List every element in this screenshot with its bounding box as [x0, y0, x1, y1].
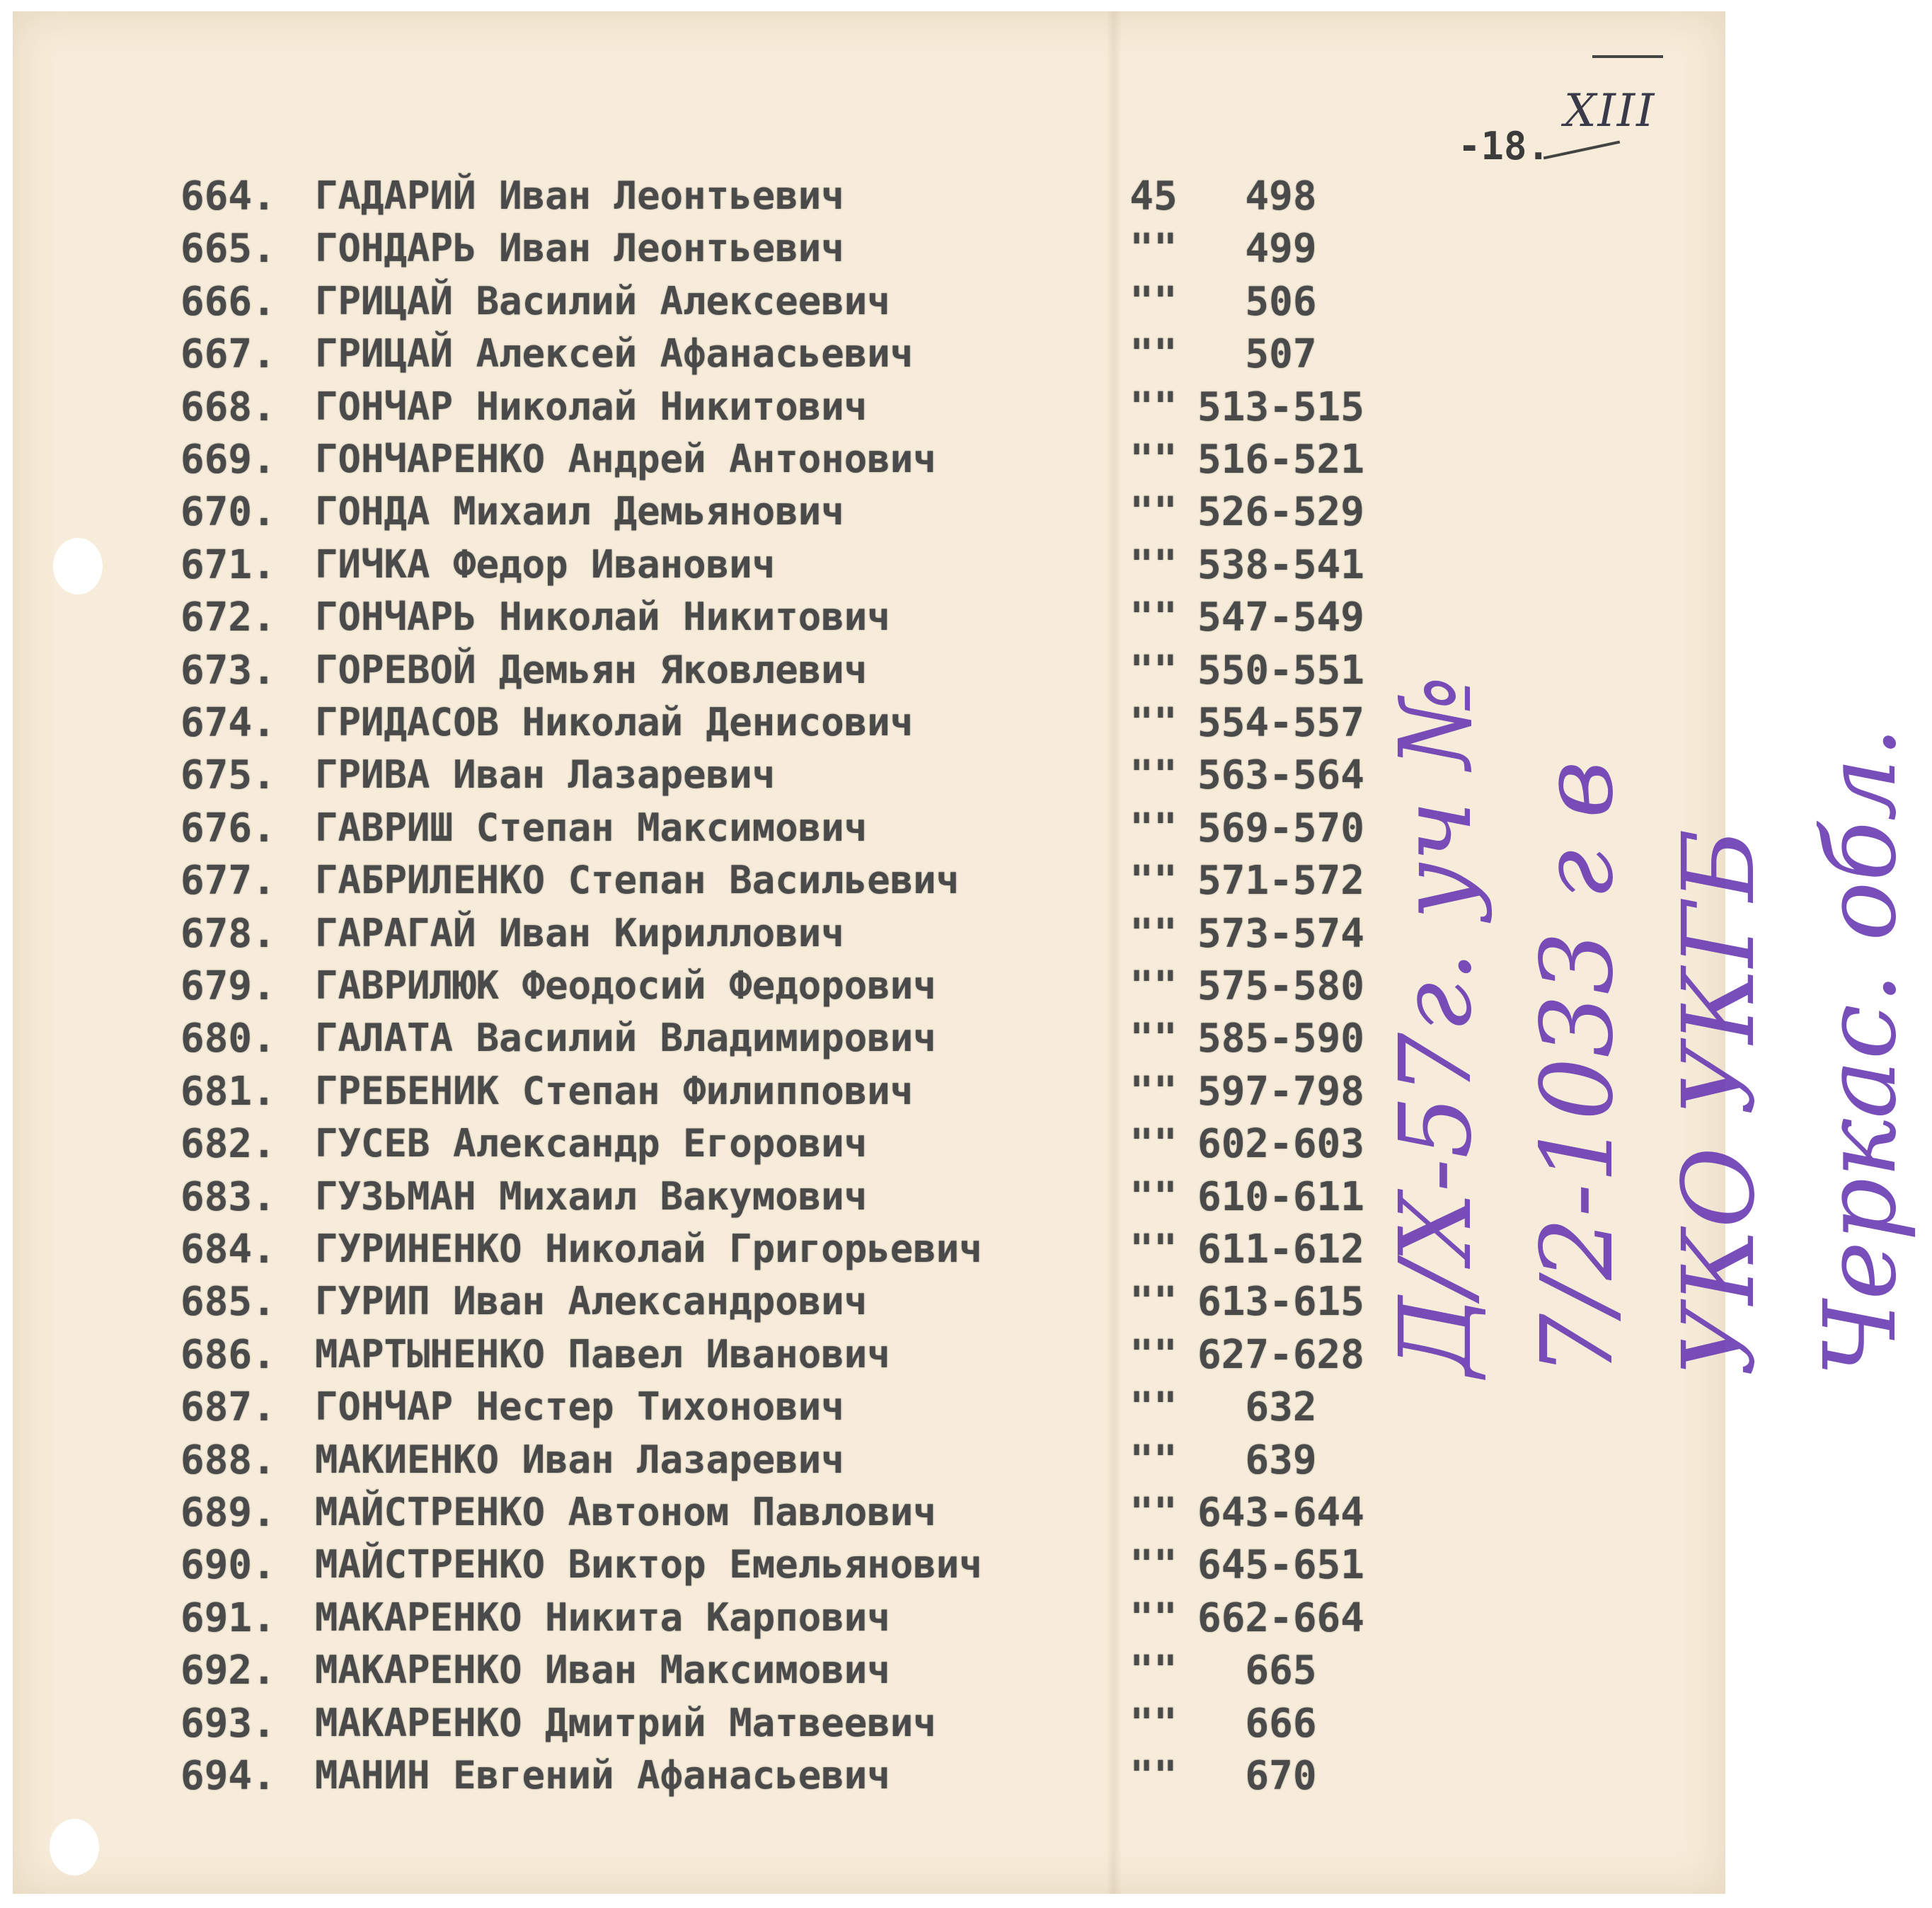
entry-volume: "" — [1129, 1226, 1178, 1272]
entry-name: ГАБРИЛЕНКО Степан Васильевич — [315, 858, 960, 902]
entry-name: ГУЗЬМАН Михаил Вакумович — [315, 1174, 868, 1219]
list-item — [0, 279, 1415, 328]
list-item — [0, 1437, 1415, 1487]
entry-number: 683. — [180, 1174, 276, 1220]
list-item — [0, 858, 1415, 907]
entry-pages: 563-564 — [1197, 752, 1364, 798]
list-item — [0, 489, 1415, 539]
list-item — [0, 1174, 1415, 1224]
entry-pages: 554-557 — [1197, 700, 1364, 746]
entry-pages: 575-580 — [1197, 963, 1364, 1009]
entry-pages: 516-521 — [1197, 437, 1364, 483]
entry-number: 674. — [180, 700, 276, 746]
entry-pages: 571-572 — [1197, 858, 1364, 904]
entry-name: ГОРЕВОЙ Демьян Яковлевич — [315, 648, 868, 692]
list-item — [0, 1279, 1415, 1328]
entry-pages: 610-611 — [1197, 1174, 1364, 1220]
entry-name: МАКИЕНКО Иван Лазаревич — [315, 1437, 844, 1482]
entry-name: ГРИДАСОВ Николай Денисович — [315, 700, 914, 745]
list-item — [0, 1701, 1415, 1750]
entry-volume: "" — [1129, 1384, 1178, 1430]
list-item — [0, 911, 1415, 960]
entry-name: ГАДАРИЙ Иван Леонтьевич — [315, 173, 844, 218]
entry-number: 676. — [180, 805, 276, 851]
entry-number: 694. — [180, 1753, 276, 1799]
entry-number: 687. — [180, 1384, 276, 1430]
entry-name: ГУСЕВ Александр Егорович — [315, 1121, 868, 1166]
handwritten-note-line-2: УКО УКГБ Черкас. обл. — [1662, 726, 1919, 1377]
entry-pages: 613-615 — [1197, 1279, 1364, 1325]
entry-number: 677. — [180, 858, 276, 904]
entry-volume: "" — [1129, 437, 1178, 483]
entry-name: ГРИЦАЙ Алексей Афанасьевич — [315, 331, 914, 376]
entry-number: 666. — [180, 279, 276, 325]
list-item — [0, 1753, 1415, 1803]
entry-volume: "" — [1129, 911, 1178, 957]
entry-number: 673. — [180, 648, 276, 694]
list-item — [0, 384, 1415, 434]
entry-name: МАКАРЕНКО Никита Карпович — [315, 1595, 890, 1640]
entry-volume: "" — [1129, 1701, 1178, 1747]
list-item — [0, 1226, 1415, 1276]
entry-volume: 45 — [1129, 173, 1178, 219]
entry-pages: 632 — [1245, 1384, 1317, 1430]
entry-number: 688. — [180, 1437, 276, 1483]
entry-volume: "" — [1129, 1648, 1178, 1694]
entry-volume: "" — [1129, 384, 1178, 430]
entry-pages: 507 — [1245, 331, 1317, 377]
entry-pages: 639 — [1245, 1437, 1317, 1483]
entry-volume: "" — [1129, 1279, 1178, 1325]
entry-volume: "" — [1129, 1121, 1178, 1167]
entry-pages: 666 — [1245, 1701, 1317, 1747]
list-item — [0, 1069, 1415, 1118]
roman-numeral: XIII — [1564, 85, 1656, 137]
list-item — [0, 594, 1415, 644]
entry-name: ГАЛАТА Василий Владимирович — [315, 1016, 936, 1060]
entry-name: ГОНДАРЬ Иван Леонтьевич — [315, 226, 844, 270]
entry-name: ГОНЧАР Николай Никитович — [315, 384, 868, 429]
list-item — [0, 700, 1415, 749]
entry-pages: 585-590 — [1197, 1016, 1364, 1062]
entry-volume: "" — [1129, 1016, 1178, 1062]
list-item — [0, 437, 1415, 486]
entry-pages: 573-574 — [1197, 911, 1364, 957]
entry-volume: "" — [1129, 805, 1178, 851]
list-item — [0, 1384, 1415, 1434]
entry-name: МАЙСТРЕНКО Автоном Павлович — [315, 1490, 936, 1534]
entry-name: МАКАРЕНКО Дмитрий Матвеевич — [315, 1701, 936, 1745]
entry-number: 684. — [180, 1226, 276, 1272]
entry-volume: "" — [1129, 700, 1178, 746]
entry-name: МАРТЫНЕНКО Павел Иванович — [315, 1332, 890, 1377]
entry-name: ГРИЦАЙ Василий Алексеевич — [315, 279, 890, 323]
entry-name: ГИЧКА Федор Иванович — [315, 542, 776, 587]
list-item — [0, 963, 1415, 1013]
entry-number: 680. — [180, 1016, 276, 1062]
handwritten-note — [1366, 527, 1932, 1377]
entry-number: 670. — [180, 489, 276, 535]
page-number: -18. — [1458, 124, 1551, 168]
entry-pages: 665 — [1245, 1648, 1317, 1694]
entry-pages: 569-570 — [1197, 805, 1364, 851]
list-item — [0, 1595, 1415, 1645]
entry-name: ГОНЧАР Нестер Тихонович — [315, 1384, 844, 1429]
entry-number: 667. — [180, 331, 276, 377]
entry-number: 690. — [180, 1542, 276, 1588]
entry-name: МАНИН Евгений Афанасьевич — [315, 1753, 890, 1798]
entry-volume: "" — [1129, 752, 1178, 798]
entry-number: 668. — [180, 384, 276, 430]
entry-volume: "" — [1129, 1753, 1178, 1799]
entry-number: 689. — [180, 1490, 276, 1536]
entry-volume: "" — [1129, 1595, 1178, 1641]
handwritten-note-line-1: Д/Х-57г. уч № 7/2-1033 г в — [1379, 674, 1635, 1377]
entry-volume: "" — [1129, 1332, 1178, 1378]
entry-pages: 538-541 — [1197, 542, 1364, 588]
entry-number: 671. — [180, 542, 276, 588]
entry-volume: "" — [1129, 1542, 1178, 1588]
entry-number: 672. — [180, 594, 276, 640]
list-item — [0, 752, 1415, 802]
entry-name: ГОНЧАРЬ Николай Никитович — [315, 594, 890, 639]
list-item — [0, 331, 1415, 381]
entry-number: 675. — [180, 752, 276, 798]
entry-pages: 513-515 — [1197, 384, 1364, 430]
entry-volume: "" — [1129, 279, 1178, 325]
entry-number: 693. — [180, 1701, 276, 1747]
entry-pages: 611-612 — [1197, 1226, 1364, 1272]
entry-name: ГОНДА Михаил Демьянович — [315, 489, 844, 534]
entry-name: ГРИВА Иван Лазаревич — [315, 752, 776, 797]
list-item — [0, 1332, 1415, 1381]
entry-number: 686. — [180, 1332, 276, 1378]
entry-number: 669. — [180, 437, 276, 483]
entry-pages: 627-628 — [1197, 1332, 1364, 1378]
entry-volume: "" — [1129, 1490, 1178, 1536]
entry-volume: "" — [1129, 1437, 1178, 1483]
entry-number: 678. — [180, 911, 276, 957]
entry-pages: 597-798 — [1197, 1069, 1364, 1115]
list-item — [0, 805, 1415, 855]
entry-pages: 602-603 — [1197, 1121, 1364, 1167]
entry-number: 679. — [180, 963, 276, 1009]
entry-name: ГАВРИШ Степан Максимович — [315, 805, 868, 850]
entry-volume: "" — [1129, 542, 1178, 588]
entry-volume: "" — [1129, 1069, 1178, 1115]
entry-pages: 662-664 — [1197, 1595, 1364, 1641]
entry-volume: "" — [1129, 648, 1178, 694]
list-item — [0, 542, 1415, 592]
list-item — [0, 1121, 1415, 1171]
entry-pages: 670 — [1245, 1753, 1317, 1799]
entry-name: ГОНЧАРЕНКО Андрей Антонович — [315, 437, 936, 481]
entry-volume: "" — [1129, 594, 1178, 640]
entry-pages: 498 — [1245, 173, 1317, 219]
entry-number: 665. — [180, 226, 276, 272]
entry-volume: "" — [1129, 226, 1178, 272]
entry-volume: "" — [1129, 331, 1178, 377]
list-item — [0, 1648, 1415, 1697]
entry-name: ГРЕБЕНИК Степан Филиппович — [315, 1069, 914, 1113]
entry-number: 664. — [180, 173, 276, 219]
entry-name: МАЙСТРЕНКО Виктор Емельянович — [315, 1542, 982, 1587]
entry-name: ГАВРИЛЮК Феодосий Федорович — [315, 963, 936, 1008]
entry-number: 681. — [180, 1069, 276, 1115]
entry-volume: "" — [1129, 489, 1178, 535]
entry-pages: 547-549 — [1197, 594, 1364, 640]
list-item — [0, 1542, 1415, 1592]
entry-name: ГУРИНЕНКО Николай Григорьевич — [315, 1226, 982, 1271]
list-item — [0, 173, 1415, 223]
list-item — [0, 1016, 1415, 1065]
entry-number: 692. — [180, 1648, 276, 1694]
entry-pages: 643-644 — [1197, 1490, 1364, 1536]
list-item — [0, 1490, 1415, 1539]
entry-number: 685. — [180, 1279, 276, 1325]
list-item — [0, 226, 1415, 275]
entry-pages: 645-651 — [1197, 1542, 1364, 1588]
entry-volume: "" — [1129, 1174, 1178, 1220]
list-item — [0, 648, 1415, 697]
entry-pages: 526-529 — [1197, 489, 1364, 535]
entry-pages: 506 — [1245, 279, 1317, 325]
entry-volume: "" — [1129, 858, 1178, 904]
entry-name: ГУРИП Иван Александрович — [315, 1279, 868, 1323]
entry-name: МАКАРЕНКО Иван Максимович — [315, 1648, 890, 1692]
entry-number: 682. — [180, 1121, 276, 1167]
entry-pages: 499 — [1245, 226, 1317, 272]
entry-pages: 550-551 — [1197, 648, 1364, 694]
entry-number: 691. — [180, 1595, 276, 1641]
entry-volume: "" — [1129, 963, 1178, 1009]
entry-name: ГАРАГАЙ Иван Кириллович — [315, 911, 844, 955]
